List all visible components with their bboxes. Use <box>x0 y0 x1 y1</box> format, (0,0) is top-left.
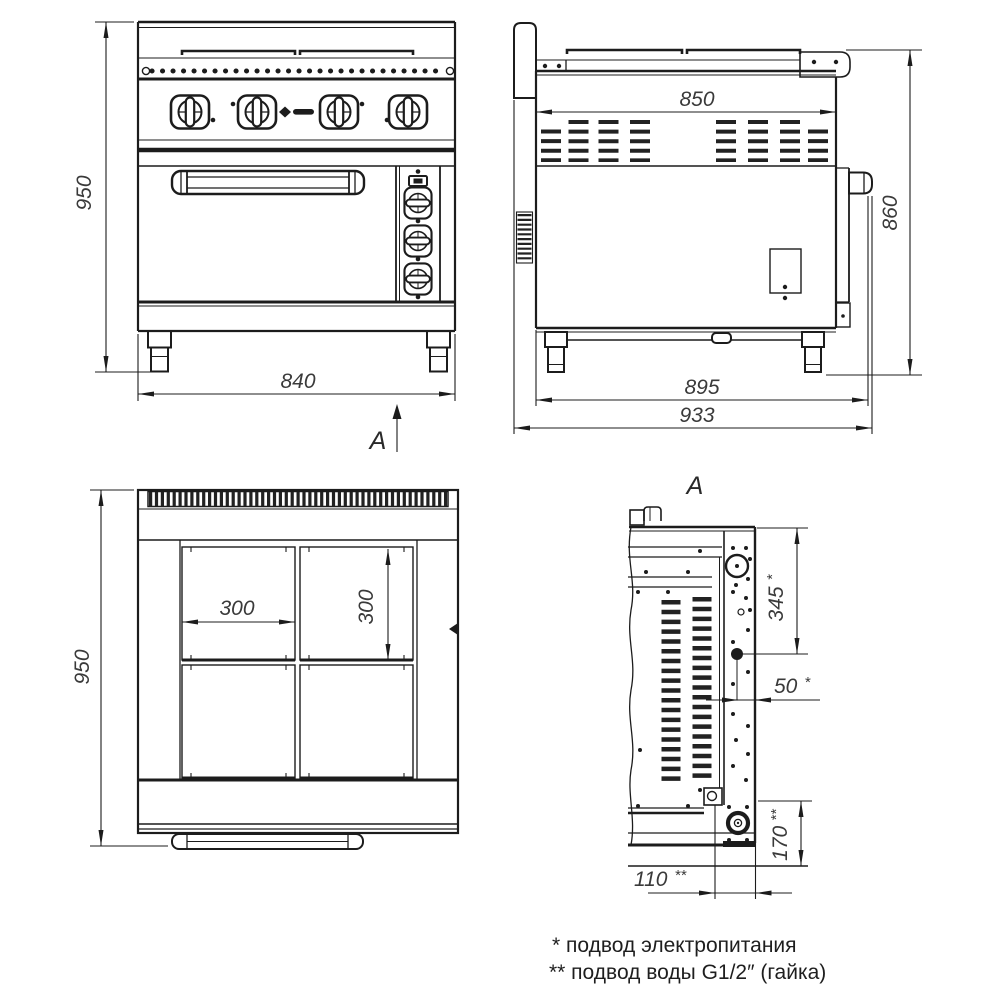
burner-knob <box>171 96 209 129</box>
section-arrow-label: A <box>369 427 387 455</box>
backsplash <box>514 23 536 98</box>
dim-front-height: 950 <box>73 175 96 211</box>
dim-front-width: 840 <box>280 370 316 393</box>
dim-side-depth: 895 <box>684 376 720 399</box>
water-connection <box>728 813 748 833</box>
power-connection-point <box>731 648 743 660</box>
door-handle-plan <box>172 834 363 849</box>
dim-power-height: 345* <box>764 574 788 622</box>
door-handle-side <box>849 173 872 194</box>
section-vents <box>671 597 702 783</box>
burner-knob <box>320 96 358 129</box>
side-dimensions <box>514 50 922 434</box>
control-panel <box>396 166 440 302</box>
dim-side-total-depth: 933 <box>679 404 715 427</box>
section-arrow <box>368 404 402 455</box>
dim-plate-width: 300 <box>219 597 255 620</box>
front-view <box>138 22 455 372</box>
top-dimensions <box>71 490 388 846</box>
dim-water-height: 170** <box>768 809 792 861</box>
oven-knob <box>404 263 431 294</box>
front-dimensions <box>73 22 455 455</box>
note-water: ** подвод воды G1/2″ (гайка) <box>549 961 827 984</box>
drain-fitting <box>712 333 731 343</box>
burner-knob <box>389 96 427 129</box>
hotplate-edge <box>182 51 295 55</box>
drain-knurl <box>517 212 533 263</box>
section-view-a <box>628 472 808 866</box>
water-inlet-bracket <box>704 788 722 805</box>
break-line <box>629 527 633 845</box>
oven-knob <box>404 225 431 256</box>
side-vents <box>551 120 818 162</box>
dim-plate-depth: 300 <box>355 589 378 625</box>
dim-water-offset: 110 ** <box>634 867 687 891</box>
burner-knob <box>238 96 276 129</box>
side-view <box>514 23 872 372</box>
section-cut-mark <box>449 623 458 635</box>
oven-door-side <box>836 168 872 327</box>
top-view <box>138 490 458 849</box>
hotplate-edge <box>300 51 413 55</box>
oven-door-handle <box>172 171 364 194</box>
footnotes <box>549 934 826 984</box>
note-power: * подвод электропитания <box>552 934 797 957</box>
fastener-dots <box>636 546 752 842</box>
legs <box>148 331 450 372</box>
legs-side <box>545 332 824 372</box>
dim-top-height: 950 <box>71 649 94 685</box>
brand-logo <box>279 107 314 118</box>
dim-power-offset: 50 * <box>774 674 811 698</box>
section-view-label: A <box>686 472 704 500</box>
oven-knob <box>404 187 431 218</box>
dim-side-top-width: 850 <box>679 88 715 111</box>
hotplates-plan <box>182 547 413 778</box>
dim-side-height: 860 <box>879 195 902 231</box>
